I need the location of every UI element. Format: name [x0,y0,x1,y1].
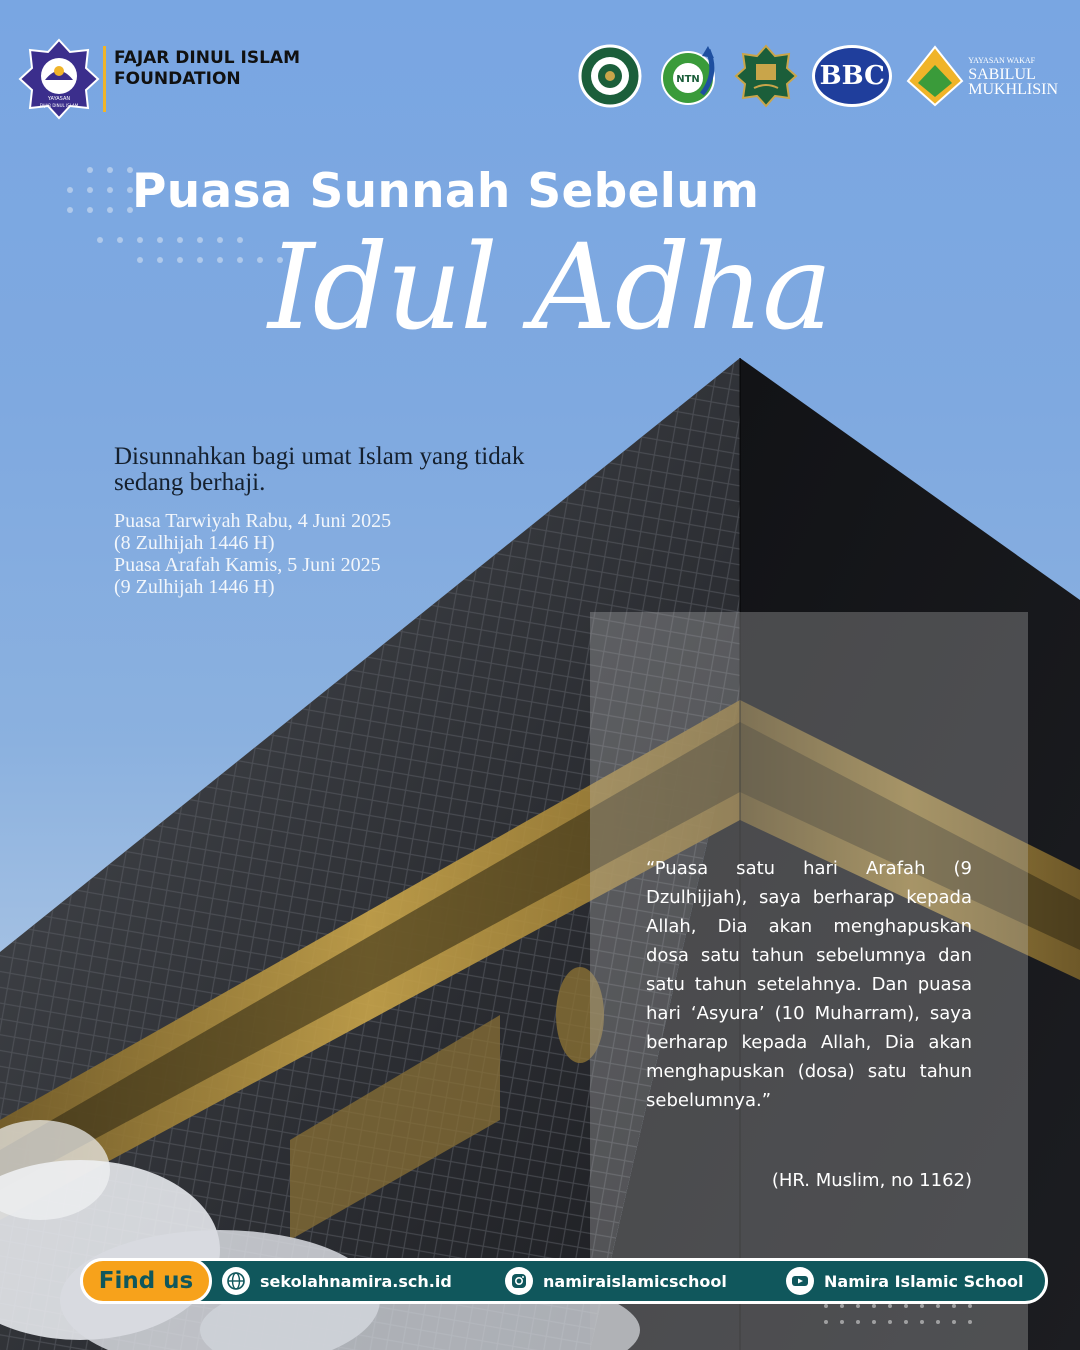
website-link[interactable] [222,1266,452,1296]
partner-logos [578,44,1058,108]
website-label: sekolahnamira.sch.id [260,1271,452,1291]
sabilul-mukhlisin-text [968,55,1058,97]
globe-icon [222,1267,250,1295]
title-line1: Puasa Sunnah Sebelum [132,164,760,219]
title-line2: Idul Adha [268,218,831,356]
fajar-dinul-islam-logo [18,38,100,120]
fasting-dates [114,510,554,598]
foundation-name-line1: FAJAR DINUL ISLAM [114,48,301,68]
hadith-quote: “Puasa satu hari Arafah (9 Dzulhijjah), saya berharap kepada Allah, Dia akan menghapuskan dosa satu tahun sebelumnya dan satu tahun setelahnya. Dan puasa hari ‘Asyura’ (10 Muharram), saya berharap kepada Allah, Dia akan menghapuskan (dosa) satu tahun sebelumnya.” [646,858,972,1111]
ntn-logo [656,44,720,108]
bbc-logo: BBC [812,45,892,107]
youtube-icon [786,1267,814,1295]
logo-caption-1: YAYASAN [47,96,71,102]
tarwiyah-date: Puasa Tarwiyah Rabu, 4 Juni 2025 [114,510,392,532]
sabilul-mukhlisin-logo [906,45,1058,107]
arafah-hijri-date: (9 Zulhijah 1446 H) [114,576,275,598]
youtube-label: Namira Islamic School [824,1271,1024,1291]
instagram-link[interactable] [505,1266,727,1296]
sabilul-line2: SABILUL [968,66,1036,83]
sabilul-mukhlisin-emblem [906,45,964,107]
find-us-badge: Find us [80,1258,212,1304]
instagram-icon [505,1267,533,1295]
sabilul-line1: YAYASAN WAKAF [968,56,1036,65]
foundation-name-line2: FOUNDATION [114,69,241,89]
namira-islamic-school-logo [578,44,642,108]
ntn-label: NTN [676,74,700,85]
youtube-link[interactable] [786,1266,1023,1296]
baitul-mukhlisin-logo [734,44,798,108]
arafah-date: Puasa Arafah Kamis, 5 Juni 2025 [114,554,381,576]
foundation-name [114,48,300,90]
sabilul-line3: MUKHLISIN [968,81,1058,98]
logo-divider [103,46,106,112]
panel-dot-decoration [820,1300,980,1336]
hadith-source: (HR. Muslim, no 1162) [771,1170,972,1191]
intro-lead: Disunnahkan bagi umat Islam yang tidak sedang berhaji. [114,443,525,496]
tarwiyah-hijri-date: (8 Zulhijah 1446 H) [114,532,275,554]
instagram-label: namiraislamicschool [543,1271,727,1291]
logo-caption-2: FAJAR DINUL ISLAM [39,103,79,108]
